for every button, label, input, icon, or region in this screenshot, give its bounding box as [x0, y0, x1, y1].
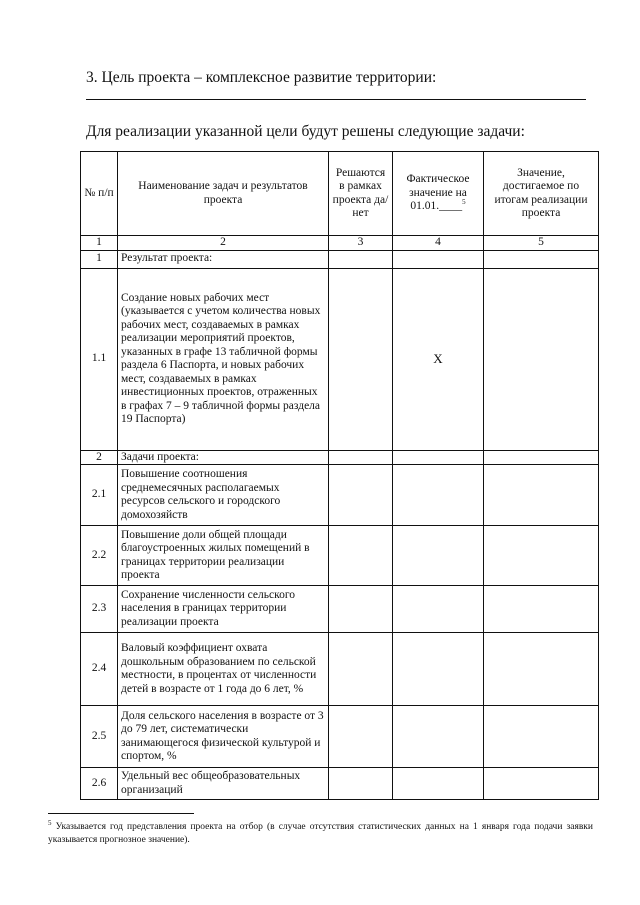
column-index-cell: 1: [81, 236, 118, 251]
row-name: Удельный вес общеобразовательных организаций: [118, 768, 329, 800]
column-index-cell: 4: [393, 236, 484, 251]
row-target: [484, 706, 599, 768]
row-target: [484, 465, 599, 526]
row-solved: [329, 250, 393, 268]
table-row: [81, 706, 599, 768]
header-actual-label: Фактическое значение на 01.01.____: [406, 173, 470, 213]
row-actual: [393, 586, 484, 633]
row-solved: [329, 450, 393, 465]
row-num: 2.6: [81, 768, 118, 800]
row-actual: [393, 465, 484, 526]
row-target: [484, 268, 599, 450]
row-num: 1: [81, 250, 118, 268]
section-heading: 3. Цель проекта – комплексное развитие территории:: [86, 69, 437, 86]
row-actual: [393, 526, 484, 586]
header-target: Значение, достигаемое по итогам реализации проекта: [484, 152, 599, 236]
header-num: № п/п: [81, 152, 118, 236]
row-name: Сохранение численности сельского населения в границах территории реализации проекта: [118, 586, 329, 633]
row-actual: [393, 633, 484, 706]
row-target: [484, 250, 599, 268]
row-num: 2.2: [81, 526, 118, 586]
row-target: [484, 450, 599, 465]
row-solved: [329, 465, 393, 526]
column-index-cell: 5: [484, 236, 599, 251]
row-target: [484, 633, 599, 706]
row-name: Доля сельского населения в возрасте от 3 до 79 лет, систематически занимающегося физической культурой и спортом, %: [118, 706, 329, 768]
footnote: [48, 817, 593, 847]
row-solved: [329, 706, 393, 768]
table-row: [81, 450, 599, 465]
row-actual: [393, 250, 484, 268]
row-name: Повышение доли общей площади благоустроенных жилых помещений в границах территории реализации проекта: [118, 526, 329, 586]
heading-underline: [86, 99, 586, 100]
footnote-separator: [48, 813, 194, 814]
table-row: [81, 465, 599, 526]
row-solved: [329, 526, 393, 586]
row-solved: [329, 586, 393, 633]
row-num: 2: [81, 450, 118, 465]
column-index-cell: 2: [118, 236, 329, 251]
row-num: 1.1: [81, 268, 118, 450]
row-solved: [329, 268, 393, 450]
row-num: 2.4: [81, 633, 118, 706]
row-target: [484, 768, 599, 800]
row-name: Задачи проекта:: [118, 450, 329, 465]
row-target: [484, 586, 599, 633]
row-solved: [329, 768, 393, 800]
row-num: 2.1: [81, 465, 118, 526]
header-name: Наименование задач и результатов проекта: [118, 152, 329, 236]
row-num: 2.5: [81, 706, 118, 768]
header-solved: Решаются в рамках проекта да/нет: [329, 152, 393, 236]
row-name: Повышение соотношения среднемесячных располагаемых ресурсов сельского и городского домохозяйств: [118, 465, 329, 526]
row-name: Результат проекта:: [118, 250, 329, 268]
row-target: [484, 526, 599, 586]
intro-text: Для реализации указанной цели будут решены следующие задачи:: [86, 123, 525, 140]
row-actual: X: [393, 268, 484, 450]
row-actual: [393, 706, 484, 768]
table-header-row: [81, 152, 599, 236]
footnote-ref: 5: [48, 819, 52, 827]
column-index-row: [81, 236, 599, 251]
tasks-table: [80, 151, 599, 800]
table-row: [81, 586, 599, 633]
row-actual: [393, 450, 484, 465]
row-num: 2.3: [81, 586, 118, 633]
row-name: Валовый коэффициент охвата дошкольным образованием по сельской местности, в процентах от численности детей в возрасте от 1 года до 6 лет, %: [118, 633, 329, 706]
table-row: [81, 768, 599, 800]
header-actual: [393, 152, 484, 236]
table-row: [81, 526, 599, 586]
header-actual-footnote-ref: 5: [462, 198, 466, 207]
row-name: Создание новых рабочих мест (указывается с учетом количества новых рабочих мест, создаваемых в рамках реализации мероприятий проектов, указанных в графе 13 табличной формы раздела 6 Паспорта, и новых рабочих мест, создаваемых в рамках инвестиционных проектов, отраженных в графах 7 – 9 табличной формы раздела 19 Паспорта): [118, 268, 329, 450]
footnote-text: Указывается год представления проекта на отбор (в случае отсутствия статистических данных на 1 января года подачи заявки указывается прогнозное значение).: [48, 822, 594, 846]
column-index-cell: 3: [329, 236, 393, 251]
row-actual: [393, 768, 484, 800]
table-row: [81, 250, 599, 268]
row-solved: [329, 633, 393, 706]
table-row: [81, 633, 599, 706]
table-row: [81, 268, 599, 450]
